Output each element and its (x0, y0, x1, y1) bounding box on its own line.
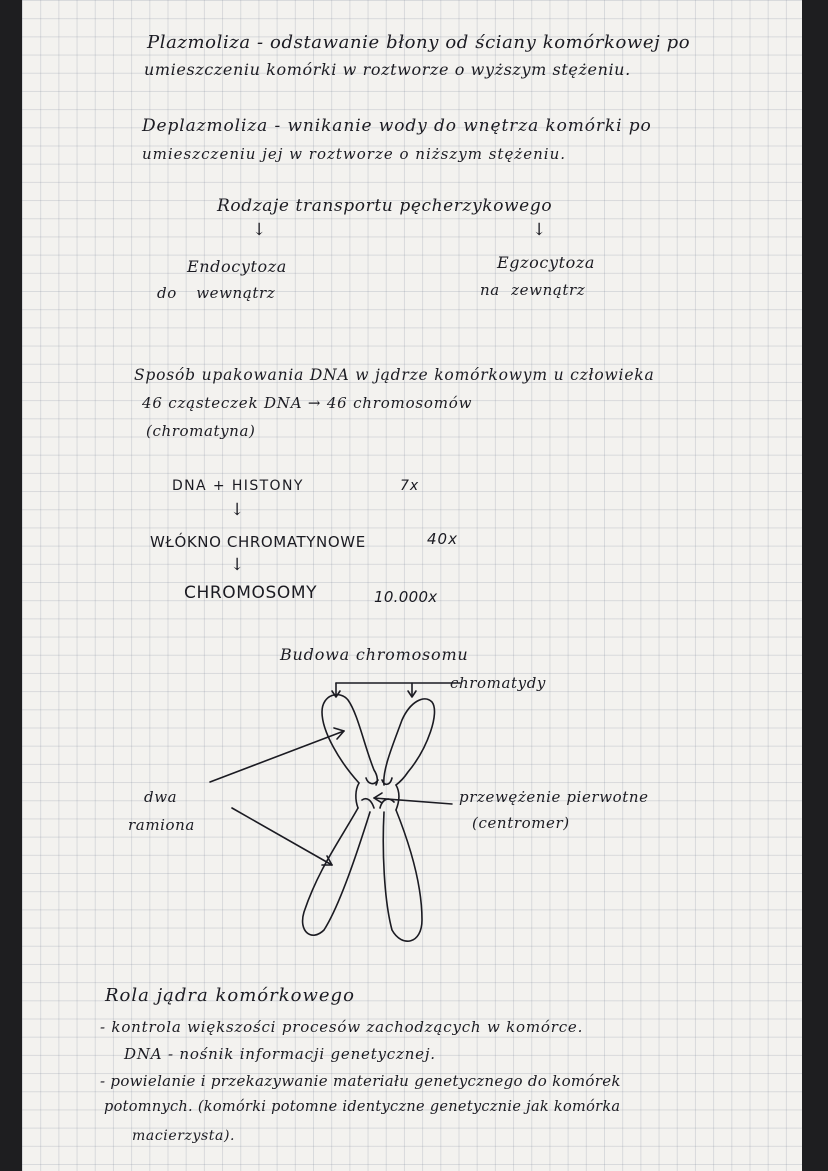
constriction-pointer (374, 798, 452, 804)
nucleus-role-line-4: potomnych. (komórki potomne identyczne genetycznie jak komórka (104, 1099, 621, 1115)
dna-packing-line-1: Sposób upakowania DNA w jądrze komórkowym u człowieka (134, 366, 655, 384)
chromosome-title: Budowa chromosomu (280, 645, 469, 664)
deplasmolysis-line-2: umieszczeniu jej w roztworze o niższym stężeniu. (142, 145, 566, 163)
chromatid-arrowhead-left (332, 691, 340, 697)
arms-arrowhead-lower (322, 856, 332, 865)
endocytosis-desc: do wewnątrz (157, 284, 276, 302)
constriction-label-line-1: przewężenie pierwotne (459, 788, 649, 806)
endocytosis-label: Endocytoza (187, 257, 287, 276)
nucleus-role-title: Rola jądra komórkowego (105, 985, 355, 1006)
arms-arrowhead-upper (334, 728, 344, 739)
constriction-label-line-2: (centromer) (472, 814, 570, 832)
arms-pointer-lower (232, 808, 332, 865)
constriction-arrowhead (374, 793, 382, 803)
exocytosis-label: Egzocytoza (497, 253, 596, 272)
arms-pointer-upper (210, 731, 344, 782)
packing-step-2-factor: 40x (427, 530, 458, 548)
plasmolysis-line-1: Plazmoliza - odstawanie błony od ściany komórkowej po (147, 32, 691, 53)
nucleus-role-line-3: - powielanie i przekazywanie materiału genetycznego do komórek (100, 1072, 621, 1090)
transport-arrow-right: ↓ (532, 220, 547, 240)
centromere-left (356, 783, 359, 808)
packing-step-3-label: CHROMOSOMY (184, 583, 318, 603)
transport-title: Rodzaje transportu pęcherzykowego (217, 196, 553, 216)
chromosome-lower-right-arm (383, 810, 422, 941)
chromosome-lower-left-arm (303, 808, 370, 935)
centromere-right (396, 785, 399, 810)
arms-label-line-1: dwa (144, 788, 178, 806)
chromatid-arrowhead-right (408, 691, 416, 697)
dna-packing-line-3: (chromatyna) (146, 422, 256, 440)
nucleus-role-line-1: - kontrola większości procesów zachodzących w komórce. (100, 1018, 584, 1036)
notebook-page (22, 0, 802, 1171)
chromosome-upper-right-arm (384, 699, 435, 785)
packing-step-1-factor: 7x (400, 478, 420, 494)
transport-arrow-left: ↓ (252, 220, 267, 240)
packing-step-1-label: DNA + HISTONY (172, 478, 304, 494)
exocytosis-desc: na zewnątrz (480, 281, 586, 299)
packing-step-3-factor: 10.000x (374, 588, 438, 606)
deplasmolysis-line-1: Deplazmoliza - wnikanie wody do wnętrza komórki po (142, 116, 652, 136)
chromosome-upper-left-arm (322, 695, 377, 785)
nucleus-role-line-5: macierzysta). (132, 1128, 236, 1144)
plasmolysis-line-2: umieszczeniu komórki w roztworze o wyższym stężeniu. (144, 60, 631, 79)
packing-step-2-label: WŁÓKNO CHROMATYNOWE (150, 533, 366, 551)
packing-arrow-1: ↓ (230, 500, 245, 520)
nucleus-role-line-2: DNA - nośnik informacji genetycznej. (124, 1045, 436, 1063)
dna-packing-line-2: 46 cząsteczek DNA → 46 chromosomów (142, 394, 473, 412)
centromere-marks (362, 778, 394, 808)
packing-arrow-2: ↓ (230, 555, 245, 575)
arms-label-line-2: ramiona (128, 816, 195, 834)
chromatids-label: chromatydy (450, 674, 547, 692)
